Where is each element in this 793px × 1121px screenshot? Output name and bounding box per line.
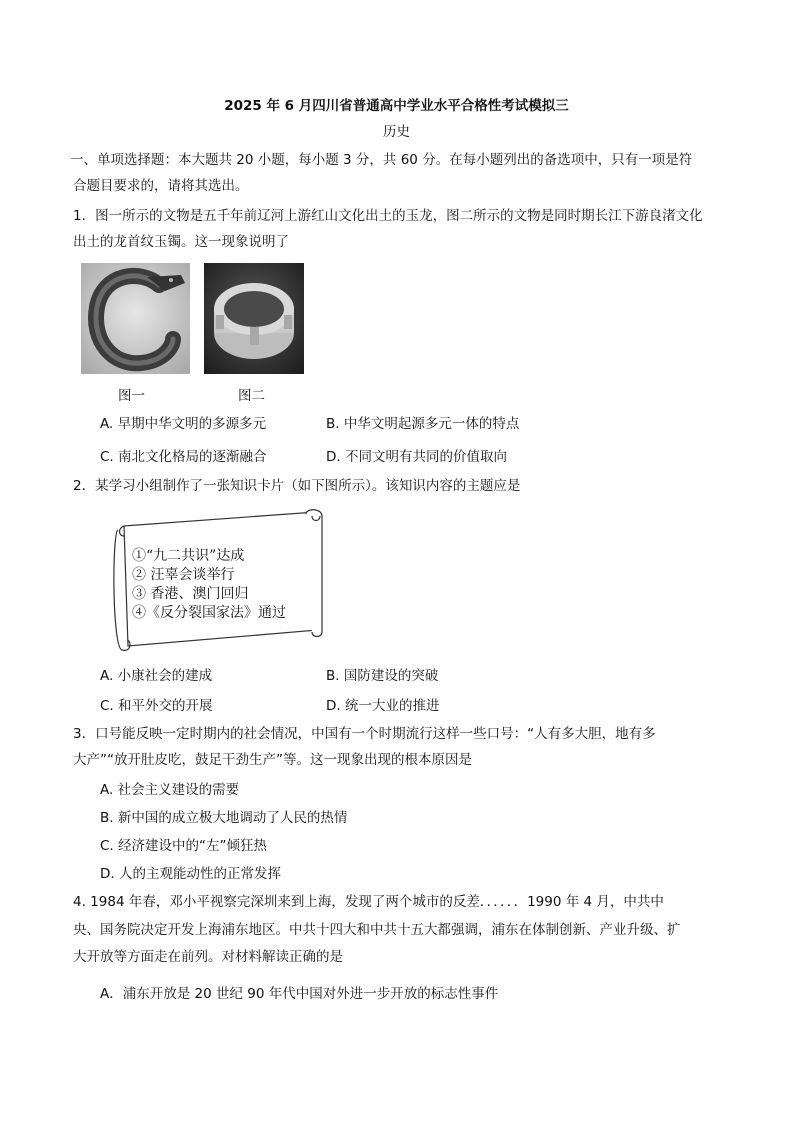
figure1-caption: 图一 [118,388,145,404]
q2-option-a[interactable]: A. 小康社会的建成 [100,668,213,684]
q3-option-c[interactable]: C. 经济建设中的“左”倾狂热 [100,838,267,854]
card-item-3: ③ 香港、澳门回归 [132,586,249,602]
q1-stem-line2: 出土的龙首纹玉镯。这一现象说明了 [73,234,289,250]
q3-option-d[interactable]: D. 人的主观能动性的正常发挥 [100,866,281,882]
card-item-2: ② 汪辜会谈举行 [132,567,235,583]
q4-option-a[interactable]: A．浦东开放是 20 世纪 90 年代中国对外进一步开放的标志性事件 [100,986,499,1002]
q3-stem-line1: 3．口号能反映一定时期内的社会情况，中国有一个时期流行这样一些口号：“人有多大胆，地有多 [73,726,656,742]
figure2-caption: 图二 [238,388,265,404]
q4-stem-line2: 央、国务院决定开发上海浦东地区。中共十四大和中共十五大都强调，浦东在体制创新、产业升级、扩 [73,922,681,938]
q2-option-b[interactable]: B. 国防建设的突破 [326,668,439,684]
q3-option-a[interactable]: A. 社会主义建设的需要 [100,782,240,798]
q2-option-c[interactable]: C. 和平外交的开展 [100,698,213,714]
q1-stem-line1: 1．图一所示的文物是五千年前辽河上游红山文化出土的玉龙，图二所示的文物是同时期长江下游良渚文化 [73,208,703,224]
q4-stem-line3: 大开放等方面走在前列。对材料解读正确的是 [73,949,343,965]
q1-option-a[interactable]: A. 早期中华文明的多源多元 [100,416,267,432]
subject-title: 历史 [383,124,410,140]
q4-stem-line1: 4. 1984 年春，邓小平视察完深圳来到上海，发现了两个城市的反差．．．．．．1990 年 4 月，中共中 [73,894,664,910]
q1-option-c[interactable]: C. 南北文化格局的逐渐融合 [100,449,267,465]
jade-bracelet-photo [204,263,304,374]
q1-option-d[interactable]: D. 不同文明有共同的价值取向 [326,449,507,465]
q3-stem-line2: 大产”“放开肚皮吃，鼓足干劲生产”等。这一现象出现的根本原因是 [73,752,472,768]
q2-option-d[interactable]: D. 统一大业的推进 [326,698,440,714]
section-instruction-line1: 一、单项选择题：本大题共 20 小题，每小题 3 分，共 60 分。在每小题列出的备选项中，只有一项是符 [70,152,693,168]
q3-option-b[interactable]: B. 新中国的成立极大地调动了人民的热情 [100,810,348,826]
card-item-1: ①“九二共识”达成 [132,548,245,564]
jade-dragon-photo [81,263,190,374]
section-instruction-line2: 合题目要求的，请将其选出。 [73,178,249,194]
knowledge-card-scroll [108,506,328,654]
exam-title: 2025 年 6 月四川省普通高中学业水平合格性考试模拟三 [224,98,569,114]
card-item-4: ④《反分裂国家法》通过 [132,605,286,621]
q2-stem: 2．某学习小组制作了一张知识卡片（如下图所示）。该知识内容的主题应是 [73,478,521,494]
q1-option-b[interactable]: B. 中华文明起源多元一体的特点 [326,416,520,432]
